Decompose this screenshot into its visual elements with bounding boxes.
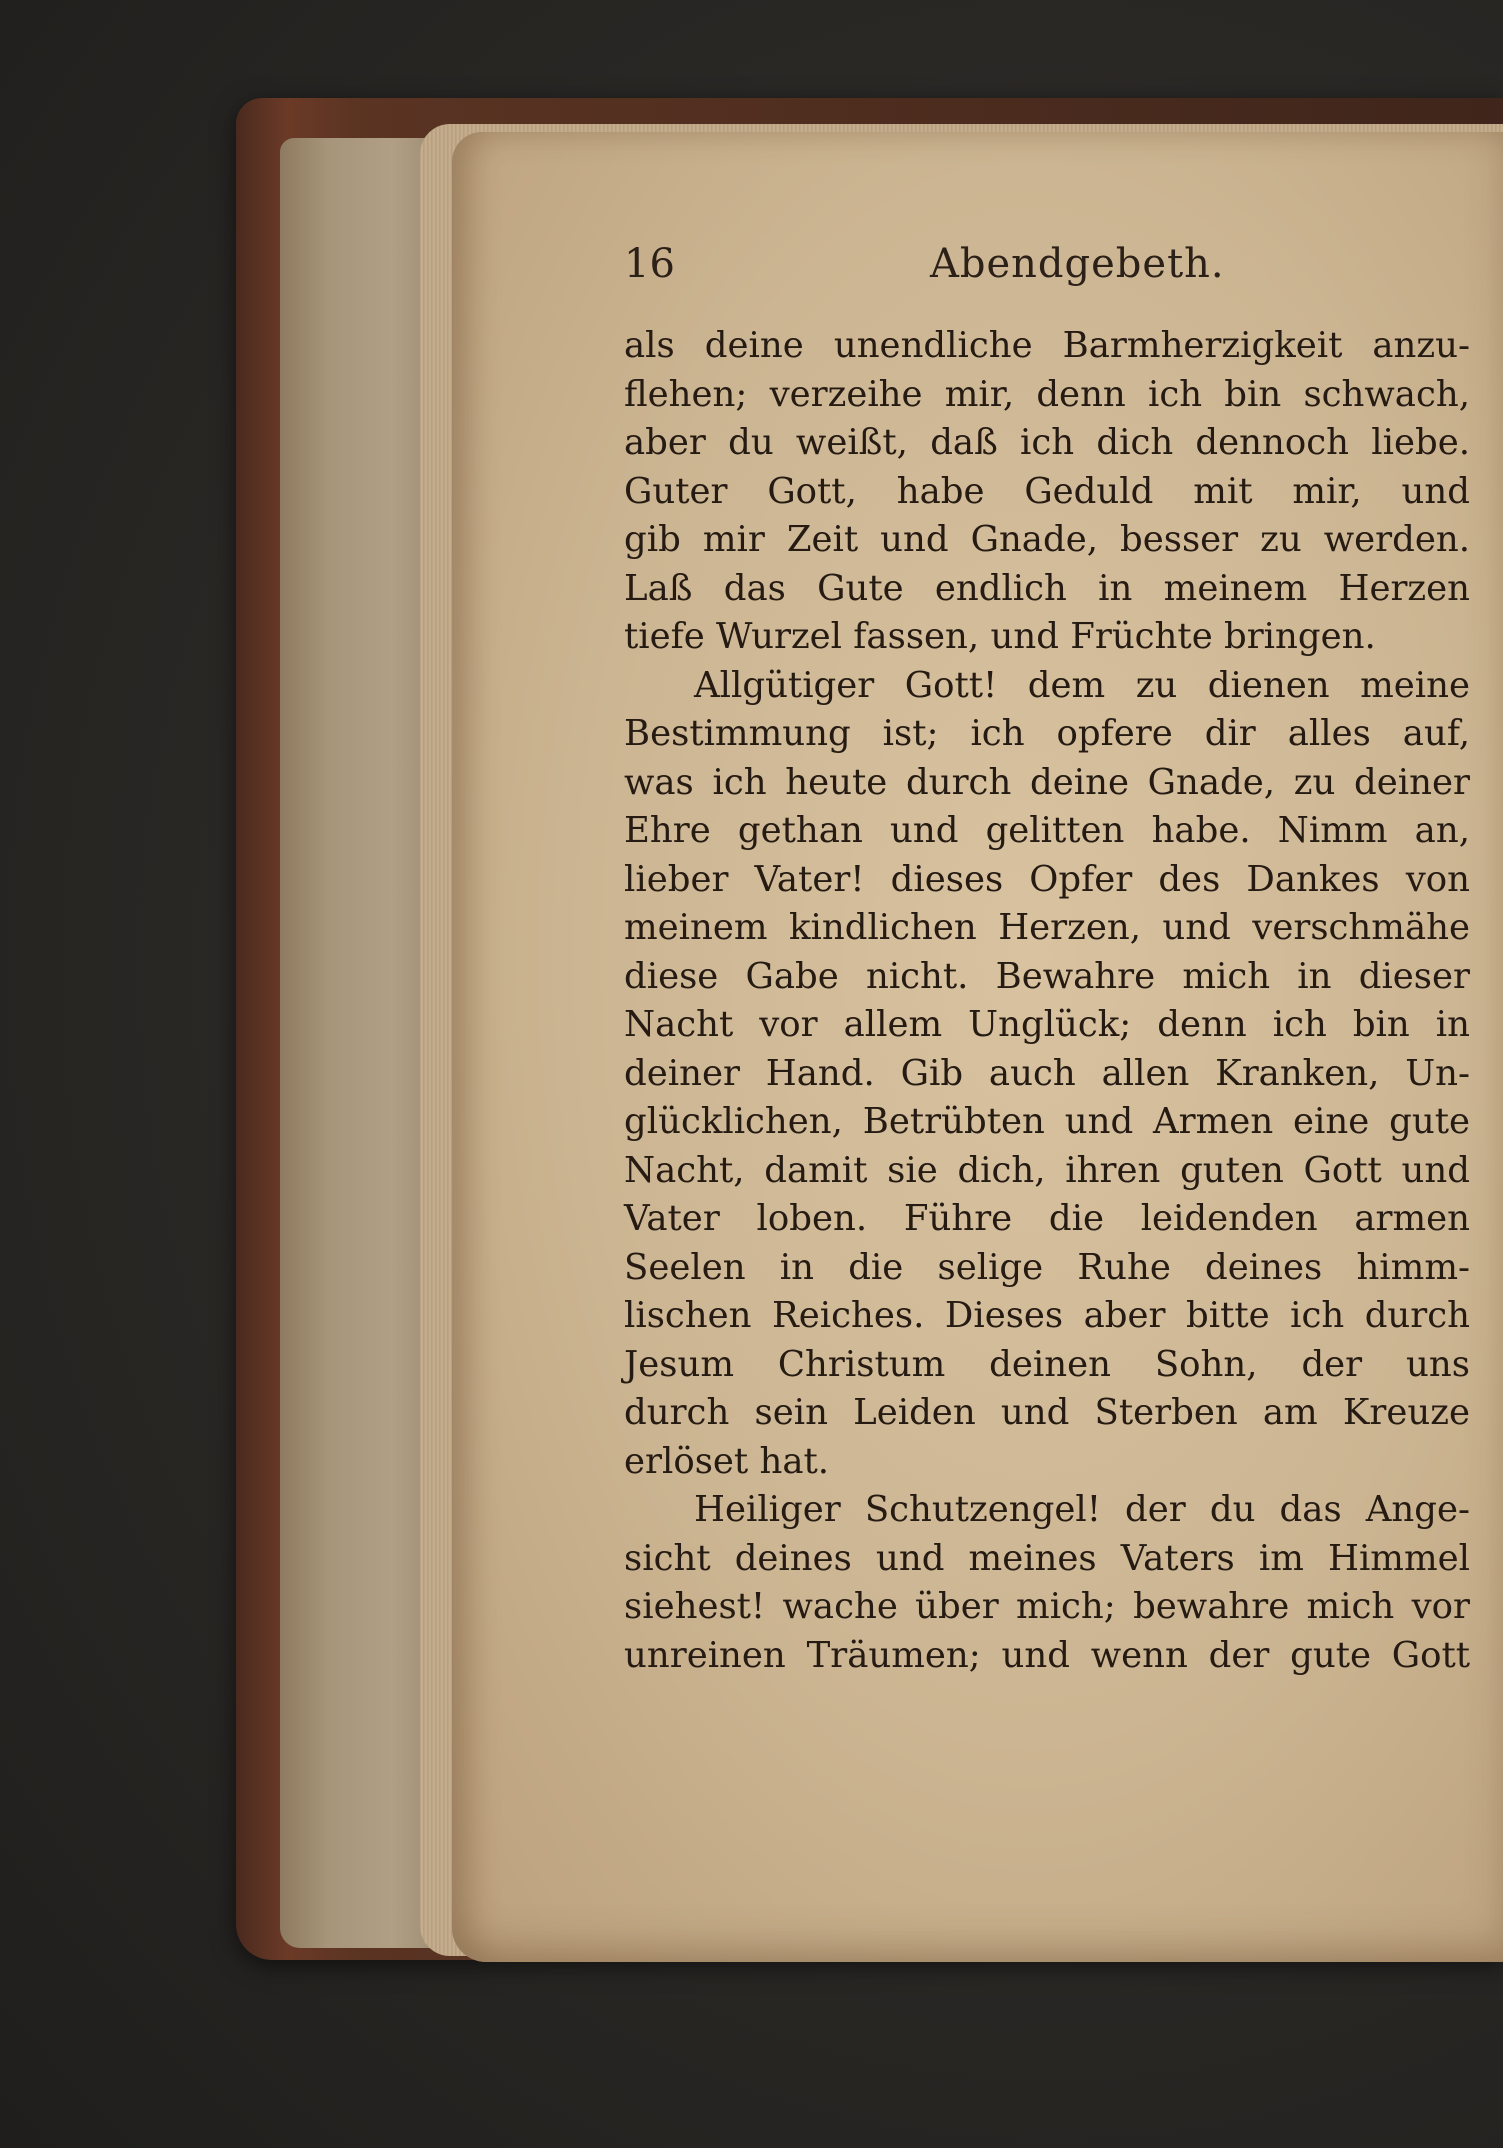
text-line: als deine unendliche Barmherzigkeit anzu-: [624, 325, 1470, 366]
text-line: Allgütiger Gott! dem zu dienen meine: [694, 664, 1470, 706]
text-line: erlöset hat.: [624, 1440, 830, 1482]
text-line: Nacht vor allem Unglück; denn ich bin in: [624, 1004, 1470, 1045]
text-line: Ehre gethan und gelitten habe. Nimm an,: [624, 810, 1470, 851]
text-line: was ich heute durch deine Gnade, zu deiner: [624, 761, 1470, 803]
text-line: siehest! wache über mich; bewahre mich vor: [624, 1586, 1470, 1627]
text-line: lischen Reiches. Dieses aber bitte ich durch: [624, 1295, 1470, 1336]
text-line: glücklichen, Betrübten und Armen eine gute: [624, 1101, 1470, 1142]
text-line: meinem kindlichen Herzen, und verschmähe: [624, 907, 1470, 948]
text-line: durch sein Leiden und Sterben am Kreuze: [624, 1392, 1470, 1433]
text-line: aber du weißt, daß ich dich dennoch liebe.: [624, 422, 1470, 463]
endpaper: [280, 138, 440, 1948]
text-line: sicht deines und meines Vaters im Himmel: [624, 1537, 1470, 1579]
text-line: Jesum Christum deinen Sohn, der uns: [624, 1343, 1470, 1385]
text-line: Nacht, damit sie dich, ihren guten Gott und: [624, 1149, 1470, 1191]
text-line: unreinen Träumen; und wenn der gute Gott: [624, 1634, 1470, 1676]
text-line: deiner Hand. Gib auch allen Kranken, Un-: [624, 1052, 1470, 1094]
text-line: Bestimmung ist; ich opfere dir alles auf,: [624, 713, 1470, 754]
text-line: Guter Gott, habe Geduld mit mir, und: [624, 470, 1470, 512]
text-line: tiefe Wurzel fassen, und Früchte bringen.: [624, 616, 1376, 657]
page-body-text: [624, 322, 1470, 1680]
text-line: Heiliger Schutzengel! der du das Ange-: [694, 1489, 1470, 1530]
text-line: Laß das Gute endlich in meinem Herzen: [624, 567, 1470, 609]
text-line: gib mir Zeit und Gnade, besser zu werden.: [624, 519, 1470, 560]
text-line: flehen; verzeihe mir, denn ich bin schwach,: [624, 373, 1470, 415]
text-line: Vater loben. Führe die leidenden armen: [624, 1198, 1470, 1239]
text-line: diese Gabe nicht. Bewahre mich in dieser: [624, 955, 1470, 997]
text-line: Seelen in die selige Ruhe deines himm-: [624, 1246, 1470, 1288]
text-line: lieber Vater! dieses Opfer des Dankes von: [624, 858, 1470, 900]
page-number: 16: [624, 241, 675, 287]
running-title: Abendgebeth.: [930, 241, 1225, 287]
